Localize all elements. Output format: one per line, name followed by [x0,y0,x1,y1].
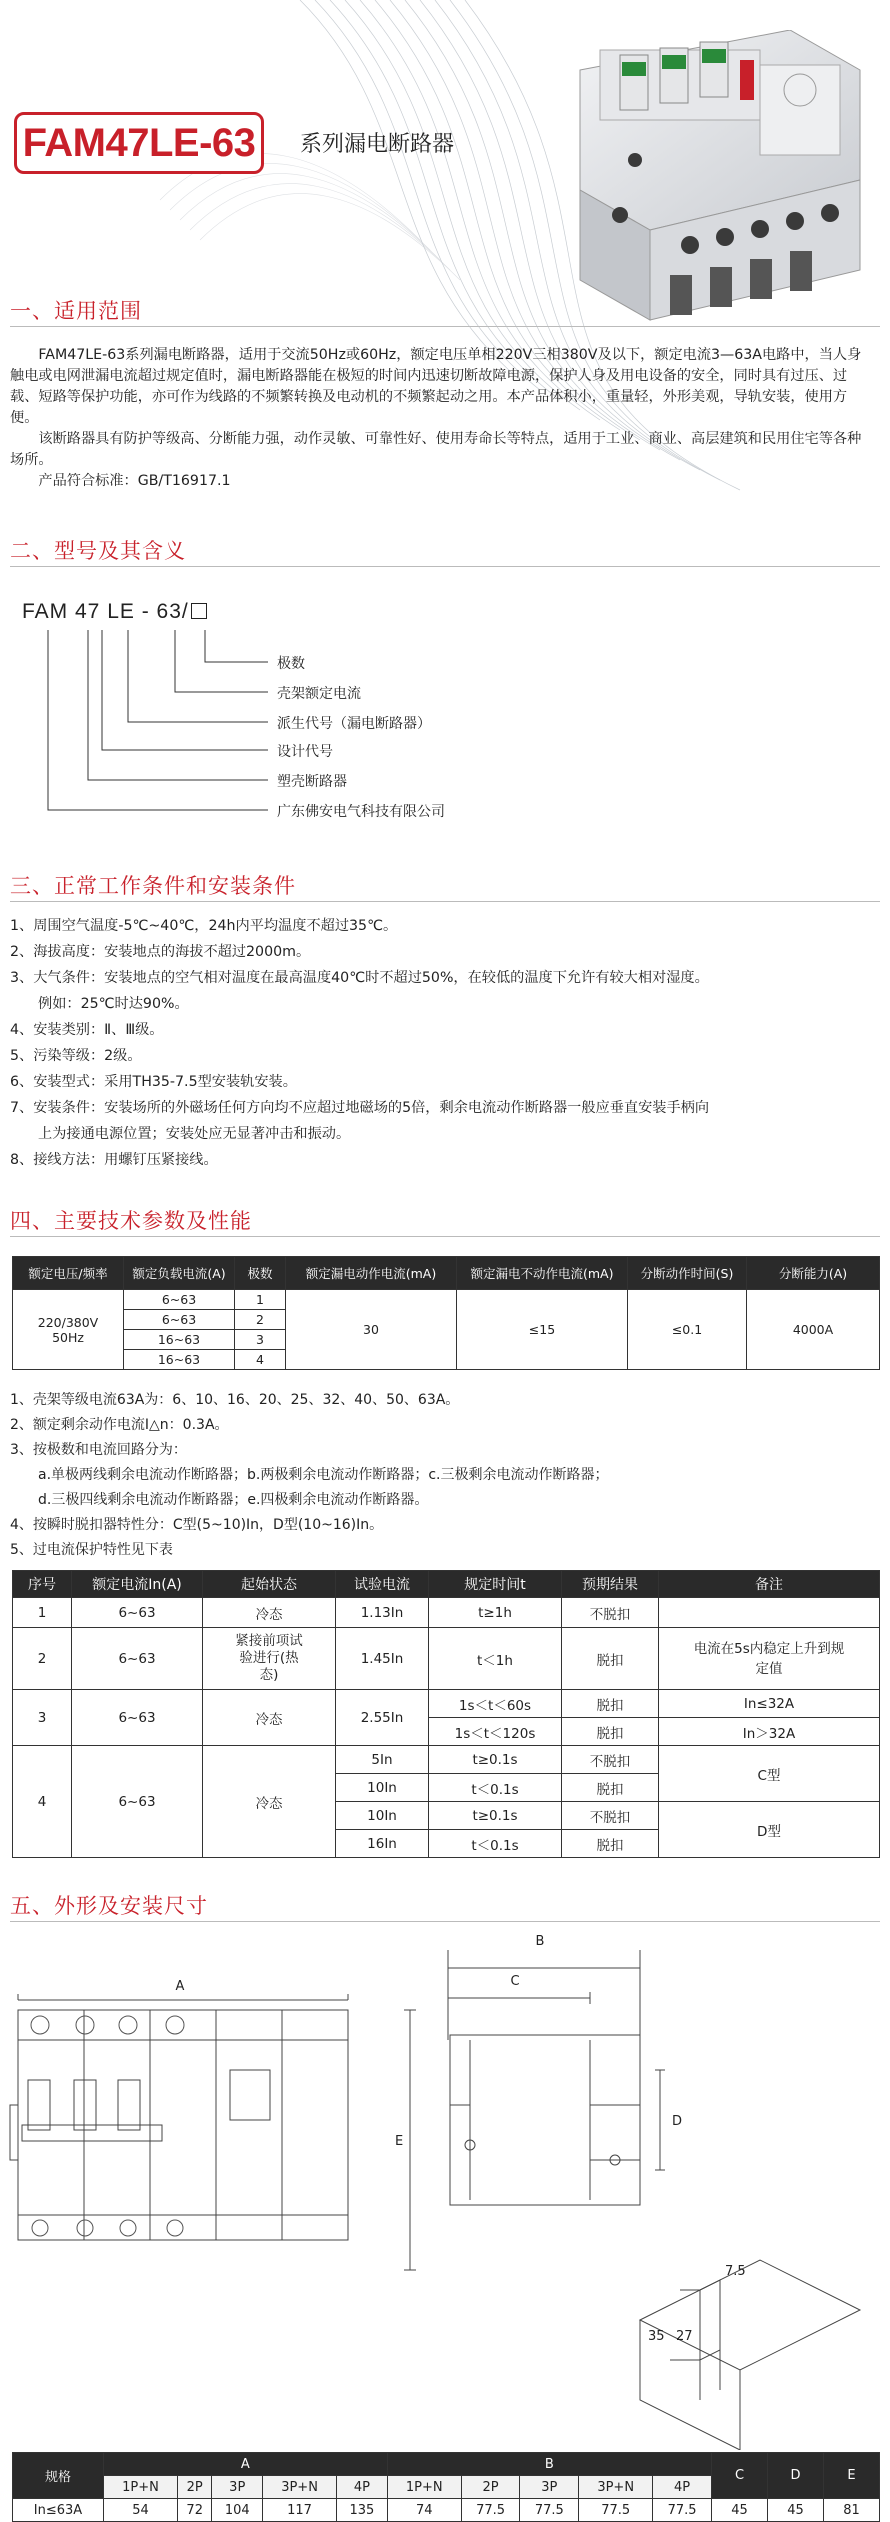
cell-a: 135 [337,2499,388,2522]
section1-divider [10,326,880,327]
note-item: d.三极四线剩余电流动作断路器；e.四极剩余电流动作断路器。 [38,1492,429,1508]
cell-c: 45 [712,2499,768,2522]
cell: In≤32A [659,1690,880,1718]
dim-label-d: D [672,2114,683,2129]
th-result: 预期结果 [562,1571,659,1598]
cell: 冷态 [203,1598,336,1628]
cell-b: 77.5 [579,2499,653,2522]
cell: t≥0.1s [429,1746,562,1774]
th-no-trip-current: 额定漏电不动作电流(mA) [457,1257,628,1290]
note-item: 5、过电流保护特性见下表 [10,1542,173,1558]
note-item: 2、额定剩余动作电流I△n：0.3A。 [10,1417,229,1433]
table-header-row [13,1257,880,1290]
cell-trip-ma: 30 [286,1290,457,1370]
section2-divider [10,566,880,567]
cell-d: 45 [768,2499,824,2522]
conditions-list [10,913,709,1173]
condition-item: 3、大气条件：安装地点的空气相对温度在最高温度40℃时不超过50%，在较低的温度下允许有较大相对湿度。 [10,970,709,986]
cell-voltage: 220/380V [37,1314,99,1330]
table-row [13,2499,880,2522]
th-a-col: 1P+N [104,2476,178,2499]
th-spec: 规格 [13,2453,104,2499]
cell-b: 77.5 [461,2499,520,2522]
cell: 6~63 [72,1628,203,1690]
th-group-b: B [387,2453,711,2476]
cell: 冷态 [203,1746,336,1858]
table-row [13,1628,880,1690]
th-rated-current: 额定电流In(A) [72,1571,203,1598]
section4-title: 四、主要技术参数及性能 [10,1209,252,1233]
note-item: 1、壳架等级电流63A为：6、10、16、20、25、32、40、50、63A。 [10,1392,460,1408]
th-b-col: 3P [520,2476,579,2499]
cell: t＜0.1s [429,1774,562,1802]
cell: 1 [13,1598,72,1628]
brand-subtitle: 系列漏电断路器 [300,132,455,157]
th-a-col: 3P [212,2476,263,2499]
note-item: 4、按瞬时脱扣器特性分：C型(5~10)In，D型(10~16)In。 [10,1517,384,1533]
model-label-mccb: 塑壳断路器 [277,774,347,790]
cell: 5In [336,1746,429,1774]
th-remark: 备注 [659,1571,880,1598]
cell-a: 117 [263,2499,337,2522]
th-test-current: 试验电流 [336,1571,429,1598]
table-header-row [13,2453,880,2476]
table-row [13,1290,880,1310]
section1-para1: FAM47LE-63系列漏电断路器，适用于交流50Hz或60Hz，额定电压单相220V三相380V及以下，额定电流3—63A电路中，当人身触电或电网泄漏电流超过规定值时，漏电断路器能在极短的时间内迅速切断故障电源，保护人身及用电设备的安全，同时具有过压、过载、短路等保护功能，亦可作为线路的不频繁转换及电动机的不频繁起动之用。本产品体积小，重量轻，外形美观，导轨安装，使用方便。 [10,347,862,426]
cell: 不脱扣 [562,1598,659,1628]
table-row [13,1598,880,1628]
th-a-col: 2P [178,2476,212,2499]
th-c: C [712,2453,768,2499]
cell: 脱扣 [562,1628,659,1690]
cell: D型 [659,1802,880,1858]
brand-title: FAM47LE-63 [22,120,256,165]
th-no: 序号 [13,1571,72,1598]
th-trip-current: 额定漏电动作电流(mA) [286,1257,457,1290]
tech-params-table [12,1256,880,1370]
cell-current: 6~63 [124,1310,235,1330]
dim-label-a: A [175,1979,185,1994]
section5-title: 五、外形及安装尺寸 [10,1894,208,1918]
cell-current: 16~63 [124,1350,235,1370]
cell: 不脱扣 [562,1802,659,1830]
th-poles: 极数 [235,1257,286,1290]
cell-e: 81 [824,2499,880,2522]
cell-b: 74 [387,2499,461,2522]
cell-current: 16~63 [124,1330,235,1350]
condition-item: 2、海拔高度：安装地点的海拔不超过2000m。 [10,944,311,960]
cell: 不脱扣 [562,1746,659,1774]
cell: 6~63 [72,1690,203,1746]
model-label-poles: 极数 [277,656,305,672]
cell-voltage-freq [13,1290,124,1370]
cell-time: ≤0.1 [628,1290,747,1370]
cell: 4 [13,1746,72,1858]
cell-capacity: 4000A [747,1290,880,1370]
th-a-col: 3P+N [263,2476,337,2499]
cell: 脱扣 [562,1690,659,1718]
cell [659,1598,880,1628]
cell: 脱扣 [562,1718,659,1746]
th-a-col: 4P [337,2476,388,2499]
model-code-box [191,603,207,619]
cell: t＜0.1s [429,1830,562,1858]
section3-title: 三、正常工作条件和安装条件 [10,874,296,898]
section4-divider [10,1236,880,1237]
note-item: 3、按极数和电流回路分为： [10,1442,187,1458]
model-label-company: 广东佛安电气科技有限公司 [277,804,445,820]
condition-item: 上为接通电源位置；安装处应无显著冲击和振动。 [38,1126,351,1142]
cell: 10In [336,1774,429,1802]
cell-a: 104 [212,2499,263,2522]
cell: t＜1h [429,1628,562,1690]
cell-notrip-ma: ≤15 [457,1290,628,1370]
th-trip-time: 分断动作时间(S) [628,1257,747,1290]
cell: 2 [13,1628,72,1690]
th-group-a: A [104,2453,388,2476]
brand-logo-box [14,112,264,174]
table-header-row [13,1571,880,1598]
cell: 冷态 [203,1690,336,1746]
cell: 1.13In [336,1598,429,1628]
th-b-col: 2P [461,2476,520,2499]
condition-item: 4、安装类别：Ⅱ、Ⅲ级。 [10,1022,164,1038]
cell: 1s＜t＜60s [429,1690,562,1718]
cell: 16In [336,1830,429,1858]
cell-poles: 3 [235,1330,286,1350]
cell-poles: 2 [235,1310,286,1330]
cell-a: 72 [178,2499,212,2522]
cell: 紧接前项试验进行(热态) [203,1628,336,1690]
cell: C型 [659,1746,880,1802]
cell: In＞32A [659,1718,880,1746]
th-d: D [768,2453,824,2499]
product-image [560,30,880,330]
table-row [13,1690,880,1718]
dim-label-c: C [510,1974,520,1989]
th-start-state: 起始状态 [203,1571,336,1598]
cell: t≥1h [429,1598,562,1628]
cell-current: 6~63 [124,1290,235,1310]
condition-item: 5、污染等级：2级。 [10,1048,142,1064]
cell: 6~63 [72,1598,203,1628]
cell: 脱扣 [562,1830,659,1858]
dim-label-rail-27: 27 [676,2329,693,2344]
model-code-text: FAM 47 LE - 63/ [22,600,189,623]
params-notes [10,1388,609,1563]
th-b-col: 4P [653,2476,712,2499]
section1-title: 一、适用范围 [10,299,142,323]
cell-b: 77.5 [520,2499,579,2522]
dim-label-rail-width: 7.5 [725,2264,746,2279]
cell: 2.55In [336,1690,429,1746]
cell-spec: In≤63A [13,2499,104,2522]
cell-b: 77.5 [653,2499,712,2522]
th-b-col: 1P+N [387,2476,461,2499]
cell-a: 54 [104,2499,178,2522]
cell: t≥0.1s [429,1802,562,1830]
section2-title: 二、型号及其含义 [10,539,186,563]
th-capacity: 分断能力(A) [747,1257,880,1290]
dim-label-b: B [535,1934,545,1949]
dimension-table [12,2452,880,2522]
model-label-derivative: 派生代号（漏电断路器） [277,716,431,732]
cell: 1.45In [336,1628,429,1690]
model-label-design: 设计代号 [277,744,333,760]
section3-divider [10,901,880,902]
cell: 10In [336,1802,429,1830]
cell: 6~63 [72,1746,203,1858]
cell: 3 [13,1690,72,1746]
condition-item: 例如：25℃时达90%。 [38,996,189,1012]
cell: 脱扣 [562,1774,659,1802]
th-e: E [824,2453,880,2499]
overcurrent-table [12,1570,880,1858]
cell-poles: 1 [235,1290,286,1310]
section1-standard: 产品符合标准：GB/T16917.1 [38,473,231,489]
th-voltage: 额定电压/频率 [13,1257,124,1290]
model-label-frame-current: 壳架额定电流 [277,686,361,702]
dim-label-e: E [395,2134,404,2149]
section1-para2: 该断路器具有防护等级高、分断能力强，动作灵敏、可靠性好、使用寿命长等特点，适用于工业、商业、高层建筑和民用住宅等各种场所。 [10,431,862,468]
cell-freq: 50Hz [52,1329,84,1345]
section1-body [10,345,870,492]
th-time: 规定时间t [429,1571,562,1598]
dim-label-rail-35: 35 [648,2329,665,2344]
cell: 电流在5s内稳定上升到规定值 [659,1628,880,1690]
th-b-col: 3P+N [579,2476,653,2499]
cell-poles: 4 [235,1350,286,1370]
note-item: a.单极两线剩余电流动作断路器；b.两极剩余电流动作断路器；c.三极剩余电流动作断路器； [38,1467,609,1483]
condition-item: 8、接线方法：用螺钉压紧接线。 [10,1152,218,1168]
condition-item: 6、安装型式：采用TH35-7.5型安装轨安装。 [10,1074,297,1090]
section5-divider [10,1921,880,1922]
cell: 1s＜t＜120s [429,1718,562,1746]
th-load-current: 额定负载电流(A) [124,1257,235,1290]
condition-item: 1、周围空气温度-5℃~40℃，24h内平均温度不超过35℃。 [10,918,398,934]
table-row [13,1746,880,1774]
condition-item: 7、安装条件：安装场所的外磁场任何方向均不应超过地磁场的5倍，剩余电流动作断路器一般应垂直安装手柄向 [10,1100,710,1116]
dimension-drawing [0,1930,890,2450]
